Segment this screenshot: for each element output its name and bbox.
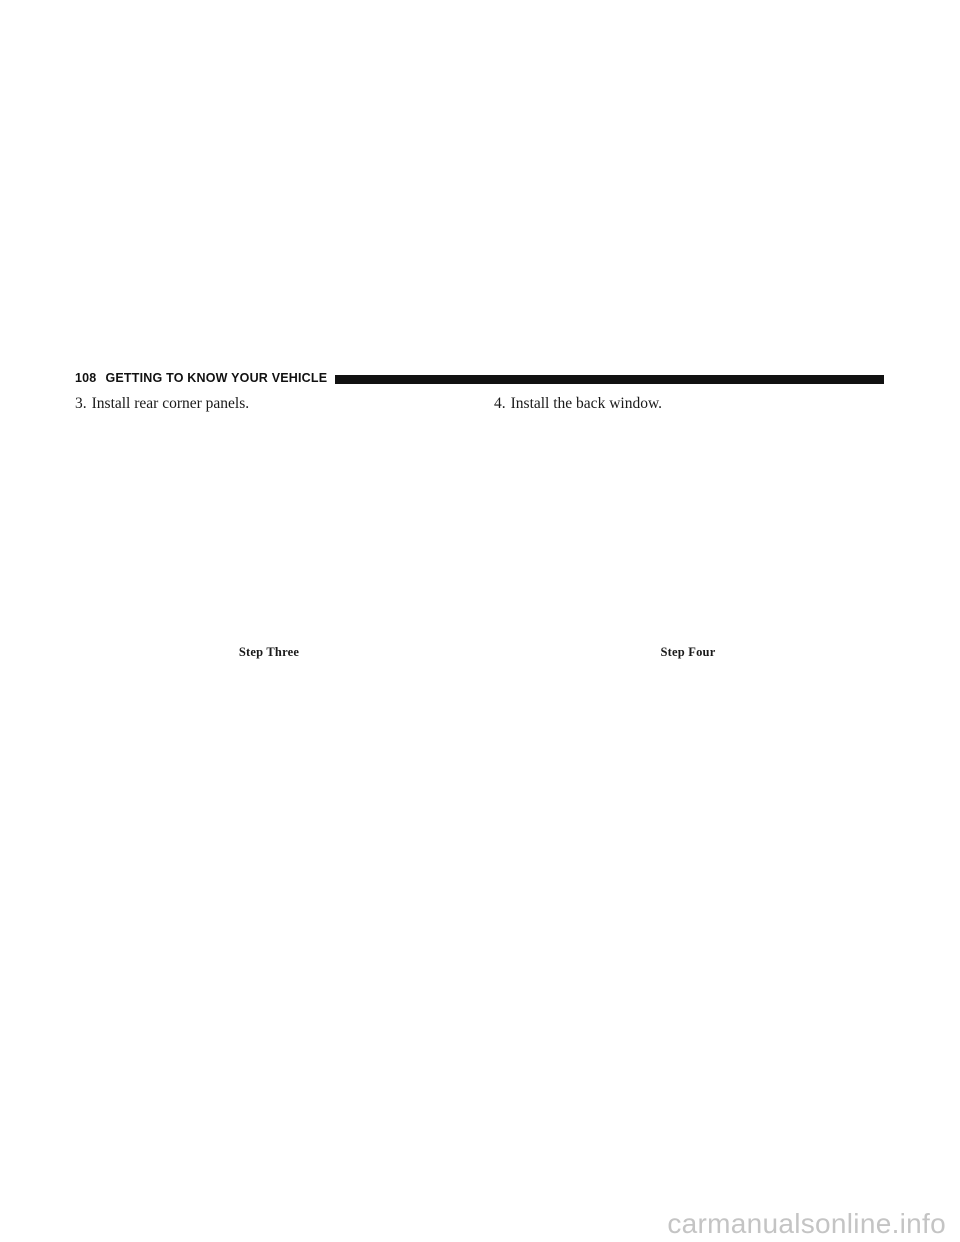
step-three-figure (75, 420, 465, 638)
step-four-figure (494, 420, 884, 638)
step-text: Install rear corner panels. (91, 395, 250, 412)
page-header (75, 370, 884, 386)
step-four-caption: Step Four (660, 645, 716, 659)
step-four-instruction (494, 394, 662, 414)
watermark[interactable]: carmanualsonline.info (667, 1208, 946, 1239)
step-number: 3. (75, 395, 87, 412)
step-text: Install the back window. (510, 395, 662, 412)
page-number: 108 (75, 371, 97, 385)
step-number: 4. (494, 395, 506, 412)
step-three-instruction (75, 394, 249, 414)
step-three-caption: Step Three (238, 645, 300, 659)
section-title: GETTING TO KNOW YOUR VEHICLE (105, 371, 328, 385)
header-rule (335, 375, 884, 384)
